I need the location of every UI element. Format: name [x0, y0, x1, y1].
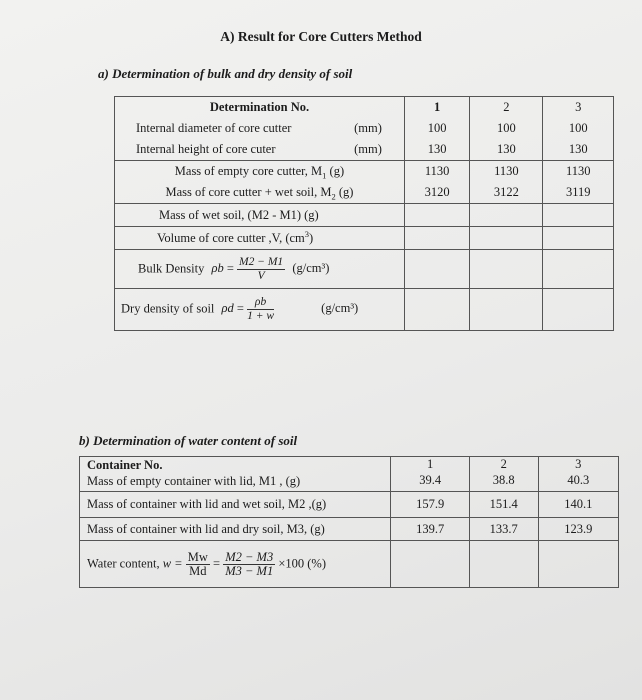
- col1-header: 1: [433, 100, 441, 114]
- mass-col1: [404, 161, 469, 204]
- wet-container-val-3: 140.1: [538, 492, 618, 518]
- water-content-table: [79, 456, 619, 588]
- section-b-heading: b) Determination of water content of soil: [79, 433, 298, 448]
- empty-container-val-3: 40.3: [567, 473, 590, 487]
- empty-container-val-2: 38.8: [492, 473, 515, 487]
- water-content-formula: Water content, w = $\frac{Mw}{Md}$ = $\frac{M2 - M3}{M3 - M1}$ ×100 (%): [80, 541, 391, 588]
- mass-wet-label: Mass of core cutter + wet soil, $M_2$ (g): [165, 185, 354, 202]
- container-labels-cell: [80, 457, 391, 492]
- dry-container-label: Mass of container with lid and dry soil, M3, (g): [80, 518, 391, 541]
- height-unit: (mm): [354, 142, 382, 156]
- height-label: Internal height of core cuter: [136, 142, 276, 156]
- col3-cell: [543, 97, 614, 161]
- col3-header: 3: [575, 100, 582, 114]
- wet-container-val-1: 157.9: [391, 492, 469, 518]
- diameter-val-3: 100: [568, 121, 588, 135]
- water-fraction-2: $\frac{M2 - M3}{M3 - M1}$: [225, 549, 274, 578]
- volume-label: Volume of core cutter ,V, $(cm^3)$: [115, 227, 405, 250]
- determination-labels-cell: [115, 97, 405, 161]
- container-col3-header: 3: [575, 457, 582, 471]
- height-val-3: 130: [568, 142, 588, 156]
- col1-cell: [404, 97, 469, 161]
- height-val-2: 130: [496, 142, 516, 156]
- page-title: A) Result for Core Cutters Method: [220, 29, 422, 44]
- wet-container-val-2: 151.4: [469, 492, 538, 518]
- bulk-density-formula: Bulk Density ρb = $\frac{M2 - M1}{V}$ (g/cm³): [115, 250, 405, 289]
- mass-wet-val-2: 3122: [493, 185, 519, 199]
- mass-col3: [543, 161, 614, 204]
- bulk-density-fraction: $\frac{M2 - M1}{V}$: [239, 255, 284, 282]
- container-header: Container No.: [87, 458, 163, 472]
- header-label: Determination No.: [209, 100, 310, 114]
- diameter-val-1: 100: [427, 121, 447, 135]
- dry-container-val-1: 139.7: [391, 518, 469, 541]
- col2-header: 2: [503, 100, 510, 114]
- empty-container-label: Mass of empty container with lid, M1 , (g): [87, 474, 301, 488]
- mass-empty-val-1: 1130: [424, 164, 450, 178]
- water-fraction-1: $\frac{Mw}{Md}$: [187, 549, 208, 578]
- dry-container-val-2: 133.7: [469, 518, 538, 541]
- diameter-unit: (mm): [354, 121, 382, 135]
- container-col2-header: 2: [500, 457, 507, 471]
- dry-density-formula: Dry density of soil ρd = $\frac{\rho b}{1 + w}$ (g/cm³): [115, 289, 405, 331]
- mass-wet-val-3: 3119: [565, 185, 591, 199]
- dry-container-val-3: 123.9: [538, 518, 618, 541]
- height-val-1: 130: [427, 142, 447, 156]
- mass-labels-cell: [115, 161, 405, 204]
- wet-container-label: Mass of container with lid and wet soil, M2 ,(g): [80, 492, 391, 518]
- mass-empty-val-2: 1130: [494, 164, 519, 178]
- section-a-heading: a) Determination of bulk and dry density of soil: [98, 66, 353, 81]
- bulk-density-table: [114, 96, 614, 331]
- mass-empty-val-3: 1130: [565, 164, 591, 178]
- dry-density-fraction: $\frac{\rho b}{1 + w}$: [247, 296, 275, 322]
- container-col1-header: 1: [427, 457, 434, 471]
- mass-empty-label: Mass of empty core cutter, $M_1$ (g): [174, 164, 345, 181]
- mass-wet-val-1: 3120: [424, 185, 450, 199]
- diameter-label: Internal diameter of core cutter: [136, 121, 292, 135]
- diameter-val-2: 100: [496, 121, 516, 135]
- col2-cell: [470, 97, 543, 161]
- empty-container-val-1: 39.4: [419, 473, 442, 487]
- wet-soil-label: Mass of wet soil, (M2 - M1) (g): [115, 204, 405, 227]
- mass-col2: [470, 161, 543, 204]
